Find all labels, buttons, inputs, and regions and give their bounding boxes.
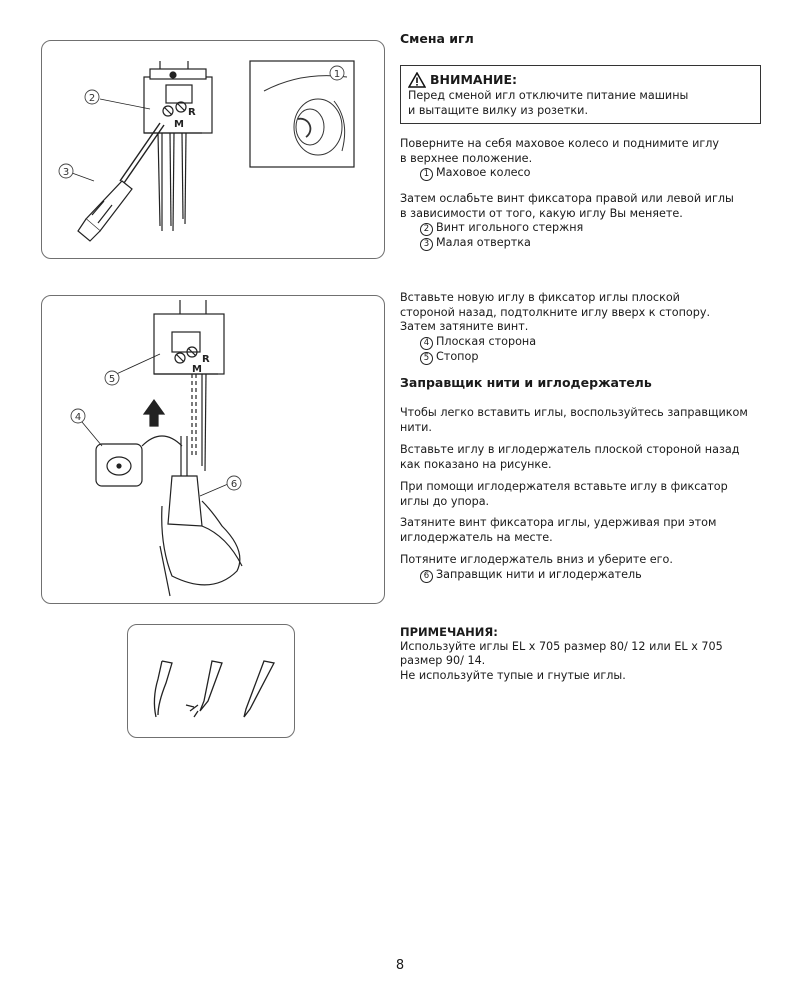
paragraph-line: как показано на рисунке. — [400, 457, 552, 471]
text-block-4 — [400, 406, 770, 435]
text-block-2 — [400, 192, 770, 251]
legend-text: Малая отвертка — [436, 236, 531, 249]
notes — [400, 625, 770, 683]
label-r: R — [202, 354, 210, 365]
paragraph-line: Затяните винт фиксатора иглы, удерживая при этом — [400, 516, 717, 529]
notes-line: Используйте иглы EL x 705 размер 80/ 12 или EL x 705 — [400, 639, 723, 653]
paragraph-line: в зависимости от того, какую иглу Вы меняете. — [400, 206, 683, 220]
paragraph-line: иглы до упора. — [400, 494, 490, 508]
page-number: 8 — [395, 958, 405, 973]
notes-title: ПРИМЕЧАНИЯ: — [400, 625, 498, 639]
paragraph-line: Вставьте новую иглу в фиксатор иглы плоской — [400, 291, 680, 304]
figure-needle-insert-drawing — [42, 296, 386, 605]
section-title: Смена игл — [400, 31, 474, 46]
callout-5: 5 — [108, 374, 116, 385]
warning-triangle-icon — [408, 72, 426, 88]
text-block-7 — [400, 516, 770, 545]
label-m: M — [174, 119, 184, 130]
paragraph-line: Затем затяните винт. — [400, 320, 529, 333]
figure-needle-change-drawing — [42, 41, 386, 260]
legend-text: Маховое колесо — [436, 166, 531, 179]
warning-line: Перед сменой игл отключите питание машины — [408, 89, 689, 102]
legend-text: Плоская сторона — [436, 334, 537, 348]
legend-text: Винт игольного стержня — [436, 221, 584, 234]
legend-item-6 — [400, 568, 770, 583]
text-block-8 — [400, 553, 770, 583]
legend-item-2 — [400, 221, 770, 236]
text-block-6 — [400, 480, 770, 509]
label-r: R — [188, 107, 196, 118]
warning-title: ВНИМАНИЕ: — [430, 71, 518, 87]
paragraph-line: Вставьте иглу в иглодержатель плоской стороной назад — [400, 443, 740, 456]
warning-box — [400, 65, 761, 124]
legend-item-3 — [400, 236, 770, 251]
figure-needle-change — [41, 40, 385, 259]
paragraph-line: иглодержатель на месте. — [400, 530, 553, 544]
legend-item-1 — [400, 166, 770, 181]
paragraph-line: в верхнее положение. — [400, 151, 533, 165]
callout-number: 3 — [420, 238, 433, 251]
legend-text: Стопор — [436, 349, 479, 363]
label-m: M — [192, 364, 202, 375]
paragraph-line: Поверните на себя маховое колесо и поднимите иглу — [400, 137, 720, 150]
section-title: Заправщик нити и иглодержатель — [400, 375, 652, 390]
notes-line: Не используйте тупые и гнутые иглы. — [400, 668, 626, 682]
legend-item-4 — [400, 335, 770, 350]
figure-bad-needles-drawing — [128, 625, 296, 739]
paragraph-line: стороной назад, подтолкните иглу вверх к стопору. — [400, 305, 711, 319]
callout-3: 3 — [62, 167, 70, 178]
text-block-3 — [400, 291, 770, 365]
callout-number: 6 — [420, 570, 433, 583]
callout-2: 2 — [88, 93, 96, 104]
legend-text: Заправщик нити и иглодержатель — [436, 567, 642, 581]
paragraph-line: нити. — [400, 420, 432, 434]
warning-line: и вытащите вилку из розетки. — [408, 103, 588, 117]
figure-bad-needles — [127, 624, 295, 738]
section-needle-change — [400, 32, 770, 47]
paragraph-line: Затем ослабьте винт фиксатора правой или левой иглы — [400, 192, 734, 205]
notes-line: размер 90/ 14. — [400, 654, 486, 667]
warning-header — [408, 72, 752, 88]
callout-number: 1 — [420, 168, 433, 181]
callout-number: 5 — [420, 352, 433, 365]
text-block-1 — [400, 137, 770, 181]
figure-needle-insert — [41, 295, 385, 604]
legend-item-5 — [400, 350, 770, 365]
callout-1: 1 — [333, 69, 341, 80]
callout-4: 4 — [74, 412, 82, 423]
paragraph-line: Потяните иглодержатель вниз и уберите его. — [400, 553, 673, 566]
callout-number: 4 — [420, 337, 433, 350]
text-block-5 — [400, 443, 770, 472]
paragraph-line: Чтобы легко вставить иглы, воспользуйтесь заправщиком — [400, 406, 748, 419]
section-threader — [400, 376, 770, 391]
paragraph-line: При помощи иглодержателя вставьте иглу в фиксатор — [400, 480, 728, 493]
callout-6: 6 — [230, 479, 238, 490]
callout-number: 2 — [420, 223, 433, 236]
